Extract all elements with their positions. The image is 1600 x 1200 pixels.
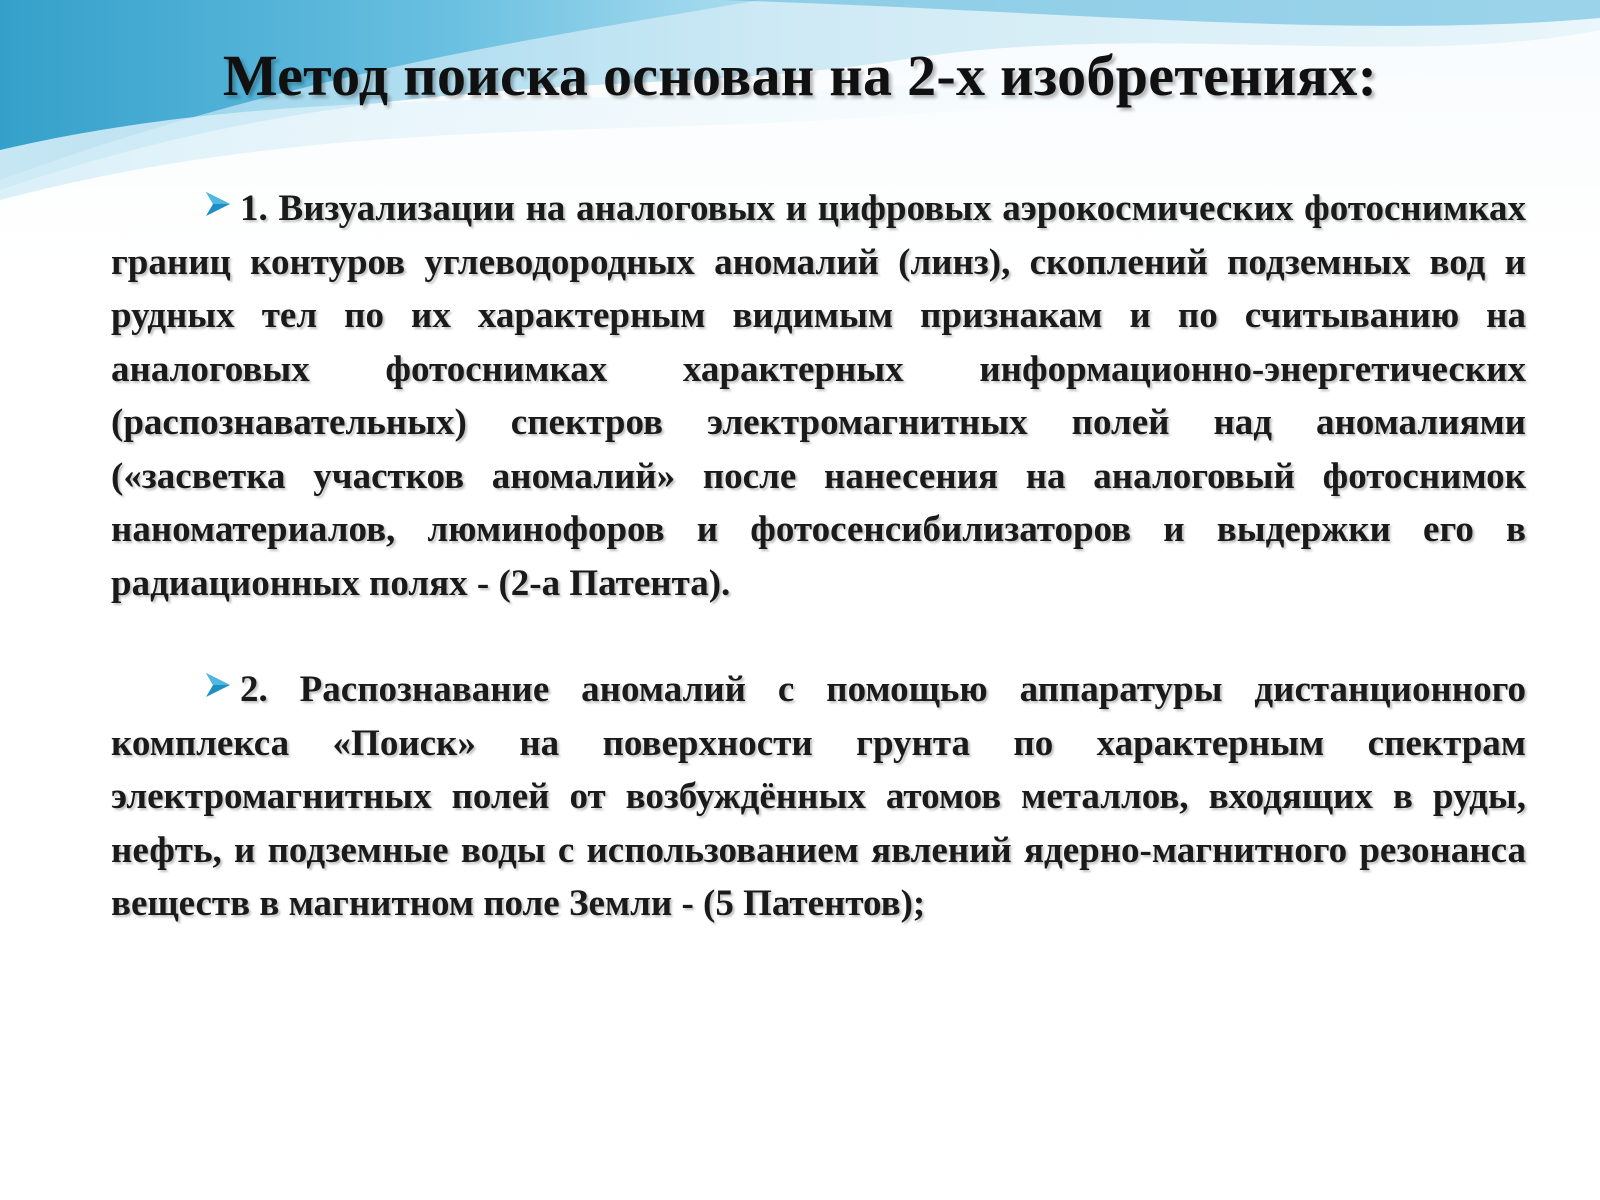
bullet-list	[111, 182, 1526, 931]
arrow-bullet-icon	[204, 671, 232, 699]
slide-title: Метод поиска основан на 2-х изобретениях:	[222, 43, 1378, 108]
list-item	[111, 663, 1526, 931]
list-item-text: 1. Визуализации на аналоговых и цифровых аэрокосмических фотоснимках границ контуров углеводородных аномалий (линз), скоплений подземных вод и рудных тел по их характерным видимым признакам и по считыванию на аналоговых фотоснимках характерных информационно-энергетических (распознавательных) спектров электромагнитных полей над аномалиями («засветка участков аномалий» после нанесения на аналоговый фотоснимок наноматериалов, люминофоров и фотосенсибилизаторов и выдержки его в радиационных полях - (2-а Патента).	[111, 188, 1526, 604]
list-item-text: 2. Распознавание аномалий с помощью аппаратуры дистанционного комплекса «Поиск» на поверхности грунта по характерным спектрам электромагнитных полей от возбуждённых атомов металлов, входящих в руды, нефть, и подземные воды с использованием явлений ядерно-магнитного резонанса веществ в магнитном поле Земли - (5 Патентов);	[111, 669, 1526, 924]
arrow-bullet-icon	[204, 190, 232, 218]
list-item	[111, 182, 1526, 610]
